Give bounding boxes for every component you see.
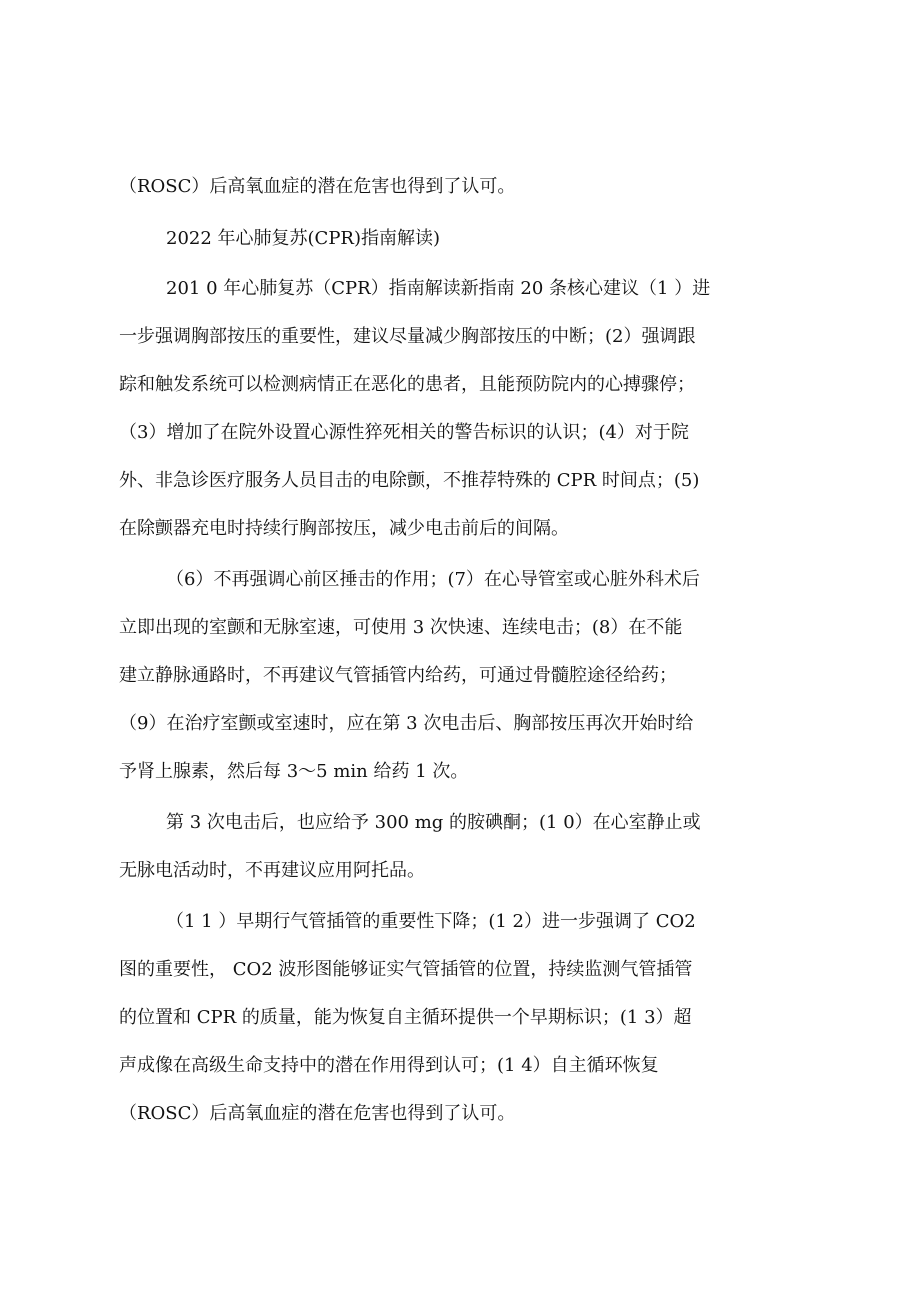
text-line: 在除颤器充电时持续行胸部按压，减少电击前后的间隔。 (119, 518, 569, 539)
text-line: 201 0 年心肺复苏（CPR）指南解读新指南 20 条核心建议（1 ）进 (166, 278, 711, 299)
text-line: 予肾上腺素，然后每 3～5 min 给药 1 次。 (119, 761, 469, 782)
text-line: （ROSC）后高氧血症的潜在危害也得到了认可。 (119, 176, 516, 197)
text-line: 外、非急诊医疗服务人员目击的电除颤，不推荐特殊的 CPR 时间点；(5) (119, 470, 700, 491)
text-line: 图的重要性， CO2 波形图能够证实气管插管的位置，持续监测气管插管 (119, 959, 693, 980)
text-line: （9）在治疗室颤或室速时，应在第 3 次电击后、胸部按压再次开始时给 (119, 713, 694, 734)
text-line: 声成像在高级生命支持中的潜在作用得到认可；(1 4）自主循环恢复 (119, 1055, 659, 1076)
text-line: 第 3 次电击后，也应给予 300 mg 的胺碘酮；(1 0）在心室静止或 (166, 812, 701, 833)
text-line: 一步强调胸部按压的重要性，建议尽量减少胸部按压的中断；(2）强调跟 (119, 326, 696, 347)
text-line: （3）增加了在院外设置心源性猝死相关的警告标识的认识；(4）对于院 (119, 422, 689, 443)
text-line: （6）不再强调心前区捶击的作用；(7）在心导管室或心脏外科术后 (166, 569, 700, 590)
text-line: 的位置和 CPR 的质量，能为恢复自主循环提供一个早期标识；(1 3）超 (119, 1007, 692, 1028)
text-line: 立即出现的室颤和无脉室速，可使用 3 次快速、连续电击；(8）在不能 (119, 617, 683, 638)
text-line: 踪和触发系统可以检测病情正在恶化的患者，且能预防院内的心搏骤停； (119, 374, 695, 395)
text-line: 建立静脉通路时，不再建议气管插管内给药，可通过骨髓腔途径给药； (119, 665, 677, 686)
text-line: 无脉电活动时，不再建议应用阿托品。 (119, 860, 425, 881)
text-line: （1 1 ）早期行气管插管的重要性下降；(1 2）进一步强调了 CO2 (166, 911, 696, 932)
text-line: （ROSC）后高氧血症的潜在危害也得到了认可。 (119, 1103, 516, 1124)
text-line: 2022 年心肺复苏(CPR)指南解读) (166, 228, 441, 249)
